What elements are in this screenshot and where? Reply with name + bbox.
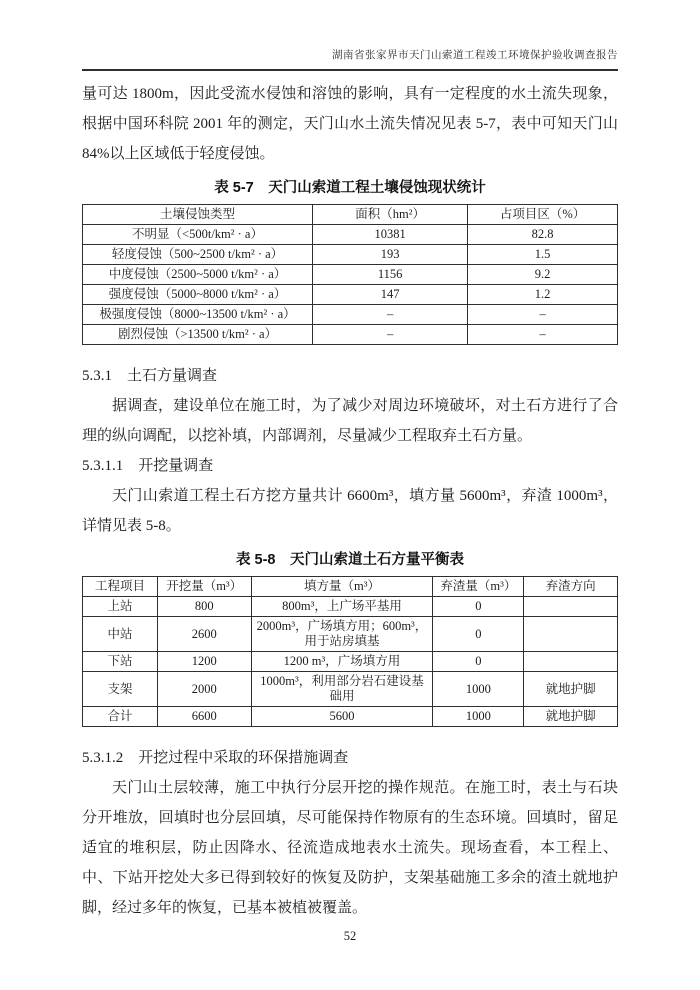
table-cell: 1.5 — [468, 245, 618, 265]
table-row — [83, 672, 618, 707]
table-cell: 就地护脚 — [524, 707, 618, 727]
column-header: 工程项目 — [83, 577, 158, 597]
table-cell: 强度侵蚀（5000~8000 t/km² · a） — [83, 285, 313, 305]
table-cell: 193 — [313, 245, 468, 265]
column-header: 填方量（m³） — [251, 577, 433, 597]
table-cell: 就地护脚 — [524, 672, 618, 707]
table-cell: 1000 — [433, 672, 524, 707]
table-cell: 1.2 — [468, 285, 618, 305]
table-cell: 5600 — [251, 707, 433, 727]
table-row — [83, 225, 618, 245]
page-header — [82, 48, 618, 71]
table-row — [83, 597, 618, 617]
section-5-3-1-2-paragraph: 天门山土层较薄，施工中执行分层开挖的操作规范。在施工时，表土与石块分开堆放，回填时也分层回填，尽可能保持作物原有的生态环境。回填时，留足适宜的堆积层，防止因降水、径流造成地表水土流失。现场查看，本工程上、中、下站开挖处大多已得到较好的恢复及防护，支架基础施工多余的渣土就地护脚，经过多年的恢复，已基本被植被覆盖。 — [82, 780, 618, 916]
soil-erosion-table — [82, 204, 618, 345]
table-cell: 上站 — [83, 597, 158, 617]
table-cell: 82.8 — [468, 225, 618, 245]
table-cell: 中站 — [83, 617, 158, 652]
section-5-3-1-heading: 5.3.1 土石方量调查 — [82, 368, 218, 384]
table-cell: 1000 — [433, 707, 524, 727]
table-row — [83, 305, 618, 325]
table-cell — [524, 652, 618, 672]
table-cell: 下站 — [83, 652, 158, 672]
section-5-3-1-1-paragraph: 天门山索道工程土石方挖方量共计 6600m³，填方量 5600m³，弃渣 1000m³，详情见表 5-8。 — [82, 488, 618, 534]
table-row — [83, 617, 618, 652]
table-row — [83, 285, 618, 305]
column-header: 开挖量（m³） — [157, 577, 251, 597]
table-cell: 2000 — [157, 672, 251, 707]
table-cell: 剧烈侵蚀（>13500 t/km² · a） — [83, 325, 313, 345]
table-cell: 0 — [433, 652, 524, 672]
table-cell — [524, 617, 618, 652]
table-cell: 9.2 — [468, 265, 618, 285]
table-header-row — [83, 205, 618, 225]
table-cell: 支架 — [83, 672, 158, 707]
table-cell — [524, 597, 618, 617]
column-header: 弃渣方向 — [524, 577, 618, 597]
header-title: 湖南省张家界市天门山索道工程竣工环境保护验收调查报告 — [332, 50, 618, 61]
section-5-3-1-paragraph: 据调查，建设单位在施工时，为了减少对周边环境破坏，对土石方进行了合理的纵向调配，以挖补填，内部调剂，尽量减少工程取弃土石方量。 — [82, 398, 618, 444]
table-row — [83, 707, 618, 727]
earthwork-balance-table — [82, 576, 618, 727]
table-cell: 合计 — [83, 707, 158, 727]
intro-paragraph: 量可达 1800m，因此受流水侵蚀和溶蚀的影响，具有一定程度的水土流失现象，根据中国环科院 2001 年的测定，天门山水土流失情况见表 5-7，表中可知天门山 84%以上区域低于轻度侵蚀。 — [82, 86, 618, 162]
table-5-8-caption: 表 5-8 天门山索道土石方量平衡表 — [236, 552, 464, 568]
column-header: 面积（hm²） — [313, 205, 468, 225]
table-cell: – — [468, 305, 618, 325]
section-5-3-1-1-heading: 5.3.1.1 开挖量调查 — [82, 458, 214, 474]
column-header: 土壤侵蚀类型 — [83, 205, 313, 225]
table-5-7-caption: 表 5-7 天门山索道工程土壤侵蚀现状统计 — [214, 180, 486, 196]
table-cell: – — [313, 305, 468, 325]
table-cell: 2600 — [157, 617, 251, 652]
table-row — [83, 265, 618, 285]
table-row — [83, 245, 618, 265]
table-cell: 0 — [433, 597, 524, 617]
table-cell: 1200 — [157, 652, 251, 672]
table-cell: 极强度侵蚀（8000~13500 t/km² · a） — [83, 305, 313, 325]
table-cell: 800 — [157, 597, 251, 617]
table-row — [83, 652, 618, 672]
table-header-row — [83, 577, 618, 597]
table-cell: 中度侵蚀（2500~5000 t/km² · a） — [83, 265, 313, 285]
table-row — [83, 325, 618, 345]
table-cell: 10381 — [313, 225, 468, 245]
column-header: 弃渣量（m³） — [433, 577, 524, 597]
table-cell: 1000m³，利用部分岩石建设基础用 — [251, 672, 433, 707]
table-cell: 6600 — [157, 707, 251, 727]
table-cell: 800m³，上广场平基用 — [251, 597, 433, 617]
table-cell: – — [468, 325, 618, 345]
table-cell: 不明显（<500t/km² · a） — [83, 225, 313, 245]
table-cell: 轻度侵蚀（500~2500 t/km² · a） — [83, 245, 313, 265]
table-cell: 0 — [433, 617, 524, 652]
table-cell: – — [313, 325, 468, 345]
table-cell: 1200 m³，广场填方用 — [251, 652, 433, 672]
column-header: 占项目区（%） — [468, 205, 618, 225]
table-cell: 1156 — [313, 265, 468, 285]
page-number: 52 — [343, 929, 357, 943]
section-5-3-1-2-heading: 5.3.1.2 开挖过程中采取的环保措施调查 — [82, 750, 349, 766]
table-cell: 147 — [313, 285, 468, 305]
table-cell: 2000m³，广场填方用；600m³，用于站房填基 — [251, 617, 433, 652]
